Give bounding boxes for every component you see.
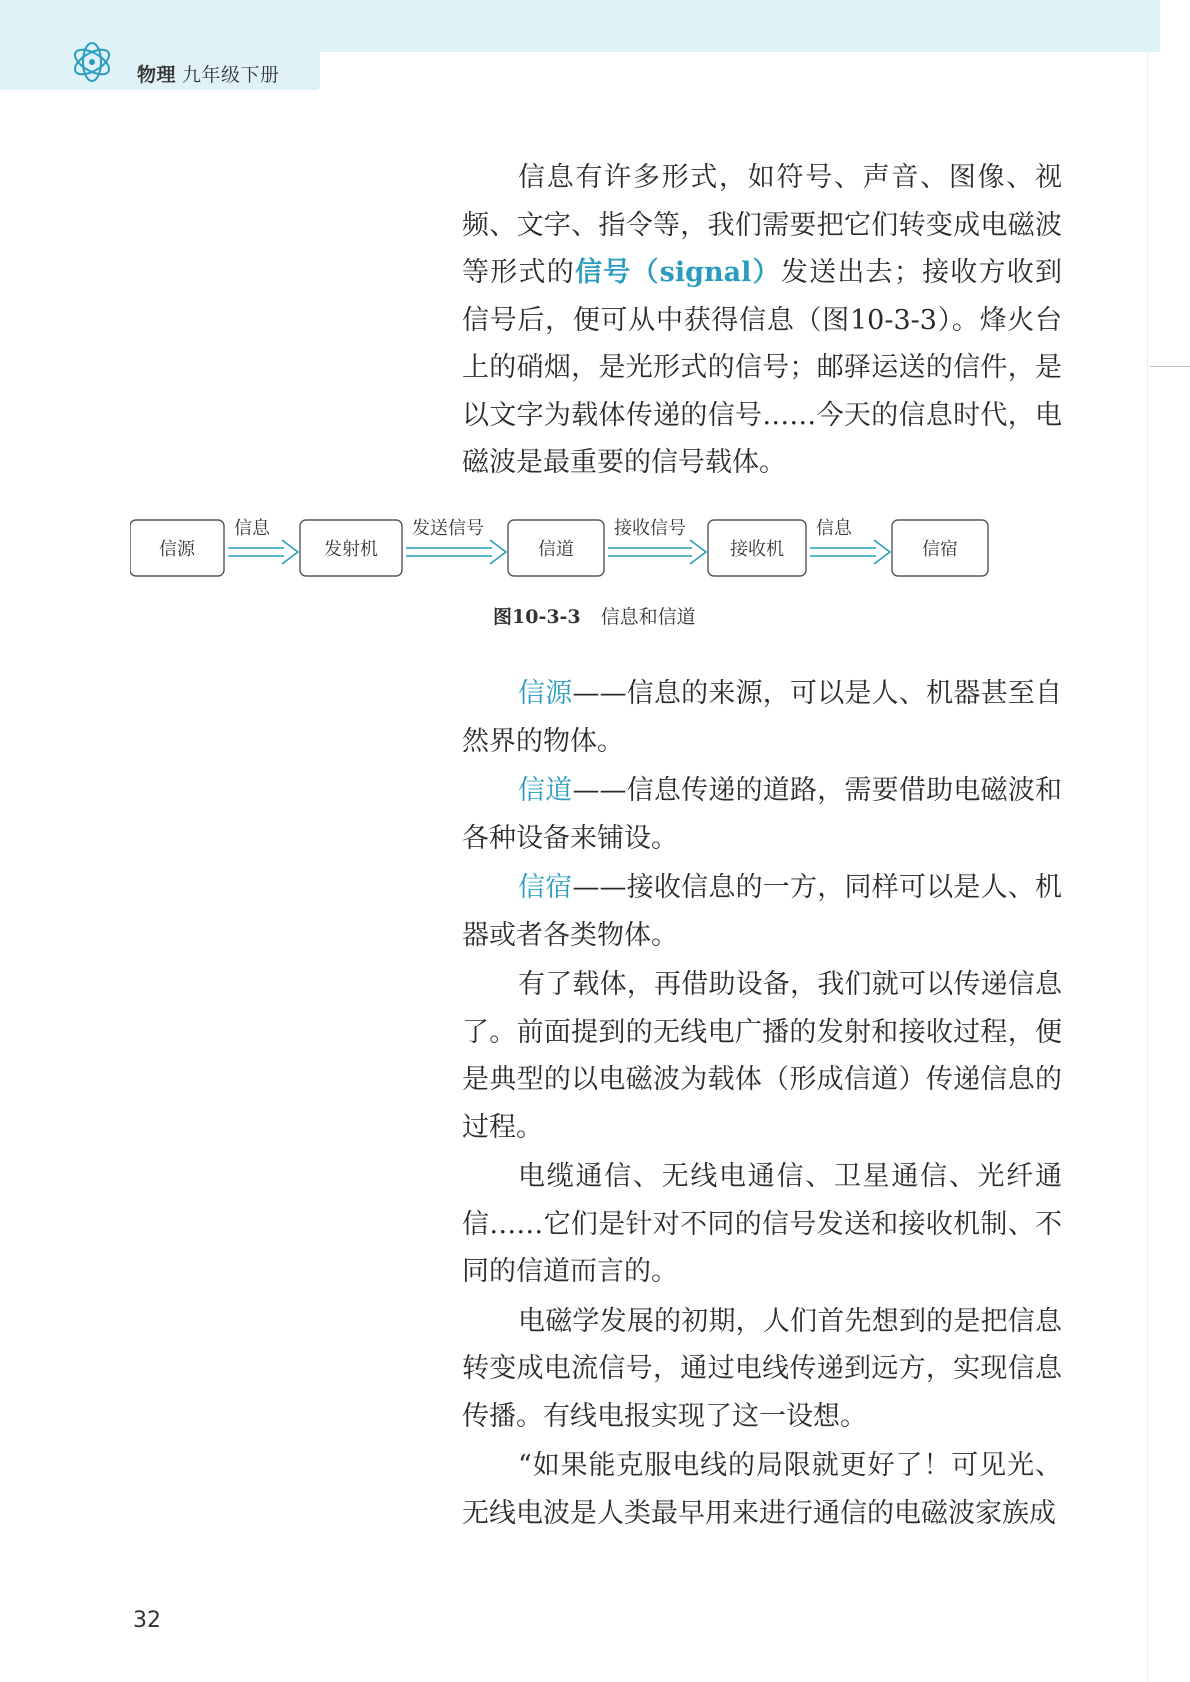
grade-label: 九年级下册 [182,64,280,86]
paragraph [462,1298,1062,1441]
paragraph [462,1442,1062,1537]
flow-node [508,520,604,576]
figure-caption [493,602,696,629]
paragraph [462,154,1062,487]
flow-node [300,520,402,576]
flow-arrow [228,518,298,564]
page-number: 32 [133,1608,161,1633]
figure-title: 信息和信道 [600,606,696,628]
paragraph [462,961,1062,1151]
figure-number: 图10-3-3 [493,606,581,628]
body-text-top [462,154,1062,487]
text-run: ——接收信息的一方，同样可以是人、机器或者各类物体。 [462,872,1063,951]
flow-node-label: 发射机 [324,539,378,560]
flow-node [892,520,988,576]
flow-node-label: 信道 [538,539,574,560]
flow-arrow [810,518,890,564]
flow-node [708,520,806,576]
text-run: 电磁学发展的初期，人们首先想到的是把信息转变成电流信号，通过电线传递到远方，实现信息传播。有线电报实现了这一设想。 [462,1305,1062,1432]
book-title [137,60,280,87]
signal-flow-diagram [130,512,1070,584]
flow-arrow [406,518,506,564]
page-edge-tick [1150,366,1190,367]
subject-label: 物理 [137,64,177,86]
text-run: ——信息的来源，可以是人、机器甚至自然界的物体。 [462,678,1063,757]
text-run: ——信息传递的道路，需要借助电磁波和各种设备来铺设。 [462,775,1063,854]
paragraph [462,864,1062,959]
paragraph [462,670,1062,765]
term-highlight: 信源 [518,678,573,709]
body-text-bottom [462,670,1062,1537]
page-edge-rule [1147,0,1148,1682]
text-run: 发送出去；接收方收到信号后，便可从中获得信息（图10-3-3）。烽火台上的硝烟，是光形式的信号；邮驿运送的信件，是以文字为载体传递的信号……今天的信息时代，电磁波是最重要的信号载体。 [462,257,1063,478]
text-run: 信息有许多形式，如符号、声音、图像、视频、文字、指令等，我们需要把它们转变成电磁波等形式的 [462,162,1062,288]
flow-arrow-label: 信息 [816,518,852,539]
text-run: 有了载体，再借助设备，我们就可以传递信息了。前面提到的无线电广播的发射和接收过程，便是典型的以电磁波为载体（形成信道）传递信息的过程。 [462,969,1062,1143]
text-run: “如果能克服电线的局限就更好了！可见光、无线电波是人类最早用来进行通信的电磁波家族成 [462,1450,1062,1529]
flow-arrow [608,518,706,564]
flow-node [130,520,224,576]
paragraph [462,1153,1062,1296]
atom-orbit-icon [68,38,116,86]
flow-arrow-label: 接收信号 [614,518,686,539]
text-run: 电缆通信、无线电通信、卫星通信、光纤通信……它们是针对不同的信号发送和接收机制、不同的信道而言的。 [462,1161,1062,1287]
header-band [0,0,1160,52]
term-highlight: 信号（signal） [574,257,781,288]
flow-node-label: 信源 [159,539,195,560]
flow-arrow-label: 发送信号 [412,518,484,539]
paragraph [462,767,1062,862]
flow-arrow-label: 信息 [234,518,270,539]
flow-node-label: 信宿 [922,539,958,560]
flow-node-label: 接收机 [730,539,784,560]
term-highlight: 信道 [518,775,573,806]
term-highlight: 信宿 [518,872,573,903]
